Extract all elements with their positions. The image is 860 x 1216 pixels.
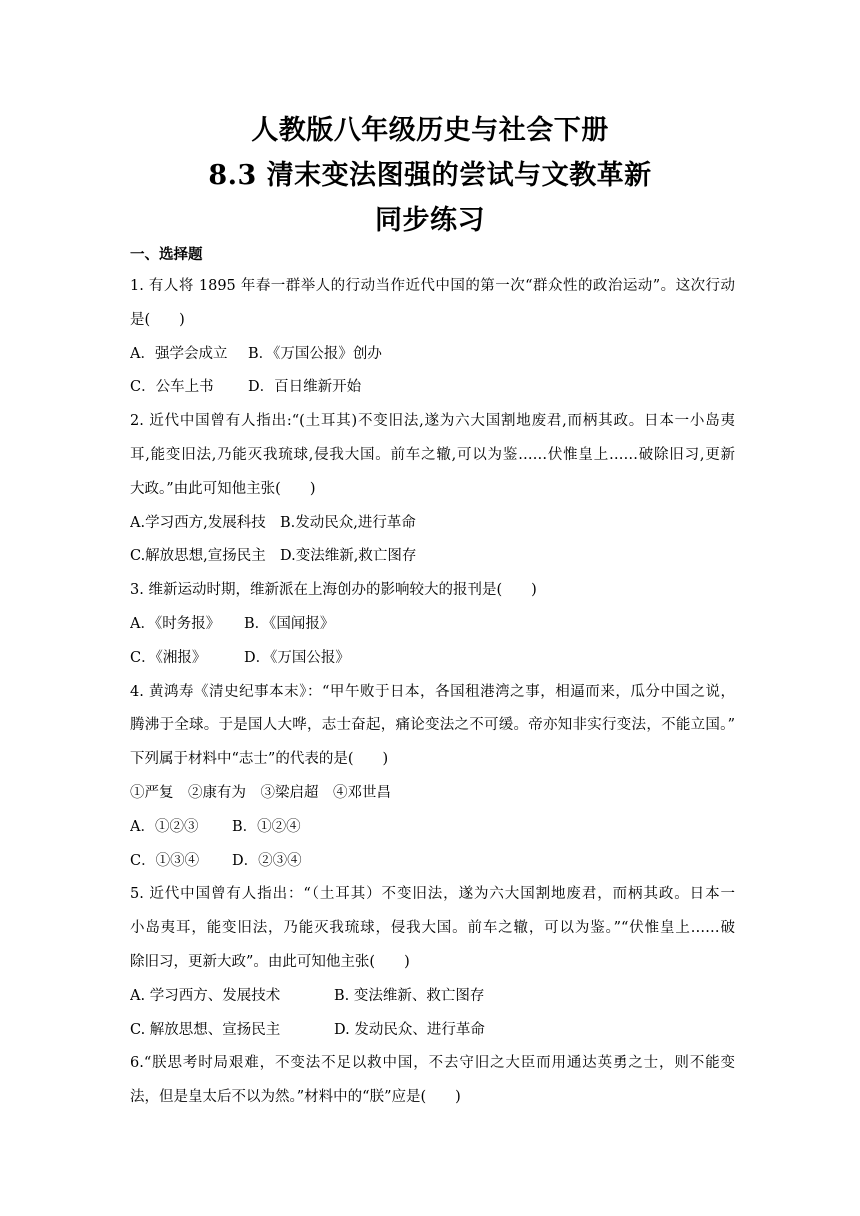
option-row bbox=[130, 980, 735, 1014]
question-1 bbox=[130, 270, 735, 405]
section-heading: 一、选择题 bbox=[130, 246, 203, 263]
question-text-line: 2. 近代中国曾有人指出:“(土耳其)不变旧法,遂为六大国割地废君,而柄其政。日本一小岛夷 bbox=[130, 413, 735, 430]
option-c: C.解放思想,宣扬民主 bbox=[130, 548, 266, 565]
option-row bbox=[130, 608, 735, 642]
option-row bbox=[130, 507, 735, 541]
question-text-line: 是( ) bbox=[130, 311, 185, 328]
question-text-line: 1. 有人将 1895 年春一群举人的行动当作近代中国的第一次“群众性的政治运动”。这次行动 bbox=[130, 278, 735, 294]
question-3 bbox=[130, 574, 735, 675]
question-text-line: 3. 维新运动时期，维新派在上海创办的影响较大的报刊是( ) bbox=[130, 582, 537, 599]
question-content bbox=[130, 238, 735, 1115]
question-4 bbox=[130, 676, 735, 879]
question-text-line: ①严复 ②康有为 ③梁启超 ④邓世昌 bbox=[130, 784, 391, 801]
option-b: B．《万国公报》创办 bbox=[248, 345, 382, 362]
option-a: A．《时务报》 bbox=[130, 615, 221, 632]
option-row bbox=[130, 642, 735, 676]
option-d: D.变法维新,救亡图存 bbox=[280, 548, 417, 565]
title-line-1: 人教版八年级历史与社会下册 bbox=[251, 115, 609, 146]
option-row bbox=[130, 845, 735, 879]
option-d: D．《万国公报》 bbox=[244, 649, 350, 666]
question-6 bbox=[130, 1047, 735, 1115]
option-row bbox=[130, 811, 735, 845]
question-text-line: 大政。”由此可知他主张( ) bbox=[130, 480, 316, 497]
question-text-line: 5. 近代中国曾有人指出：“（土耳其）不变旧法，遂为六大国割地废君，而柄其政。日本一 bbox=[130, 886, 735, 903]
option-b: B．①②④ bbox=[232, 818, 301, 835]
option-c: C. 解放思想、宣扬民主 bbox=[130, 1021, 281, 1038]
question-text-line: 6.“朕思考时局艰难，不变法不足以救中国，不去守旧之大臣而用通达英勇之士，则不能变 bbox=[130, 1055, 735, 1072]
option-c: C．①③④ bbox=[130, 852, 200, 869]
option-d: D．②③④ bbox=[232, 852, 302, 869]
document-title bbox=[0, 108, 860, 243]
question-text-line: 4. 黄鸿寿《清史纪事本末》：“甲午败于日本，各国租港湾之事，相逼而来，瓜分中国之说， bbox=[130, 683, 735, 700]
option-b: B.发动民众,进行革命 bbox=[280, 514, 416, 531]
option-b: B．《国闻报》 bbox=[244, 615, 335, 632]
option-row bbox=[130, 371, 735, 405]
title-line-3: 同步练习 bbox=[375, 205, 485, 236]
option-a: A．强学会成立 bbox=[130, 345, 228, 362]
question-2 bbox=[130, 405, 735, 574]
option-b: B. 变法维新、救亡图存 bbox=[334, 987, 485, 1004]
option-row bbox=[130, 540, 735, 574]
question-text-line: 腾沸于全球。于是国人大哗，志士奋起，痛论变法之不可缓。帝亦知非实行变法，不能立国。” bbox=[130, 717, 735, 734]
option-a: A.学习西方,发展科技 bbox=[130, 514, 266, 531]
option-a: A．①②③ bbox=[130, 818, 199, 835]
question-text-line: 除旧习，更新大政”。由此可知他主张( ) bbox=[130, 953, 410, 970]
option-c: C．公车上书 bbox=[130, 379, 214, 396]
option-d: D. 发动民众、进行革命 bbox=[334, 1021, 485, 1038]
question-5 bbox=[130, 878, 735, 1047]
question-text-line: 小岛夷耳，能变旧法，乃能灭我琉球，侵我大国。前车之辙，可以为鉴。”“伏惟皇上……破 bbox=[130, 920, 735, 937]
option-row bbox=[130, 338, 735, 372]
question-text-line: 耳,能变旧法,乃能灭我琉球,侵我大国。前车之辙,可以为鉴……伏惟皇上……破除旧习,更新 bbox=[130, 446, 735, 463]
option-row bbox=[130, 1014, 735, 1048]
option-c: C．《湘报》 bbox=[130, 649, 207, 666]
question-text-line: 法，但是皇太后不以为然。”材料中的“朕”应是( ) bbox=[130, 1089, 461, 1106]
title-line-2: 8.3 清末变法图强的尝试与文教革新 bbox=[208, 160, 652, 191]
option-a: A. 学习西方、发展技术 bbox=[130, 987, 281, 1004]
question-text-line: 下列属于材料中“志士”的代表的是( ) bbox=[130, 751, 389, 768]
option-d: D．百日维新开始 bbox=[248, 379, 362, 396]
